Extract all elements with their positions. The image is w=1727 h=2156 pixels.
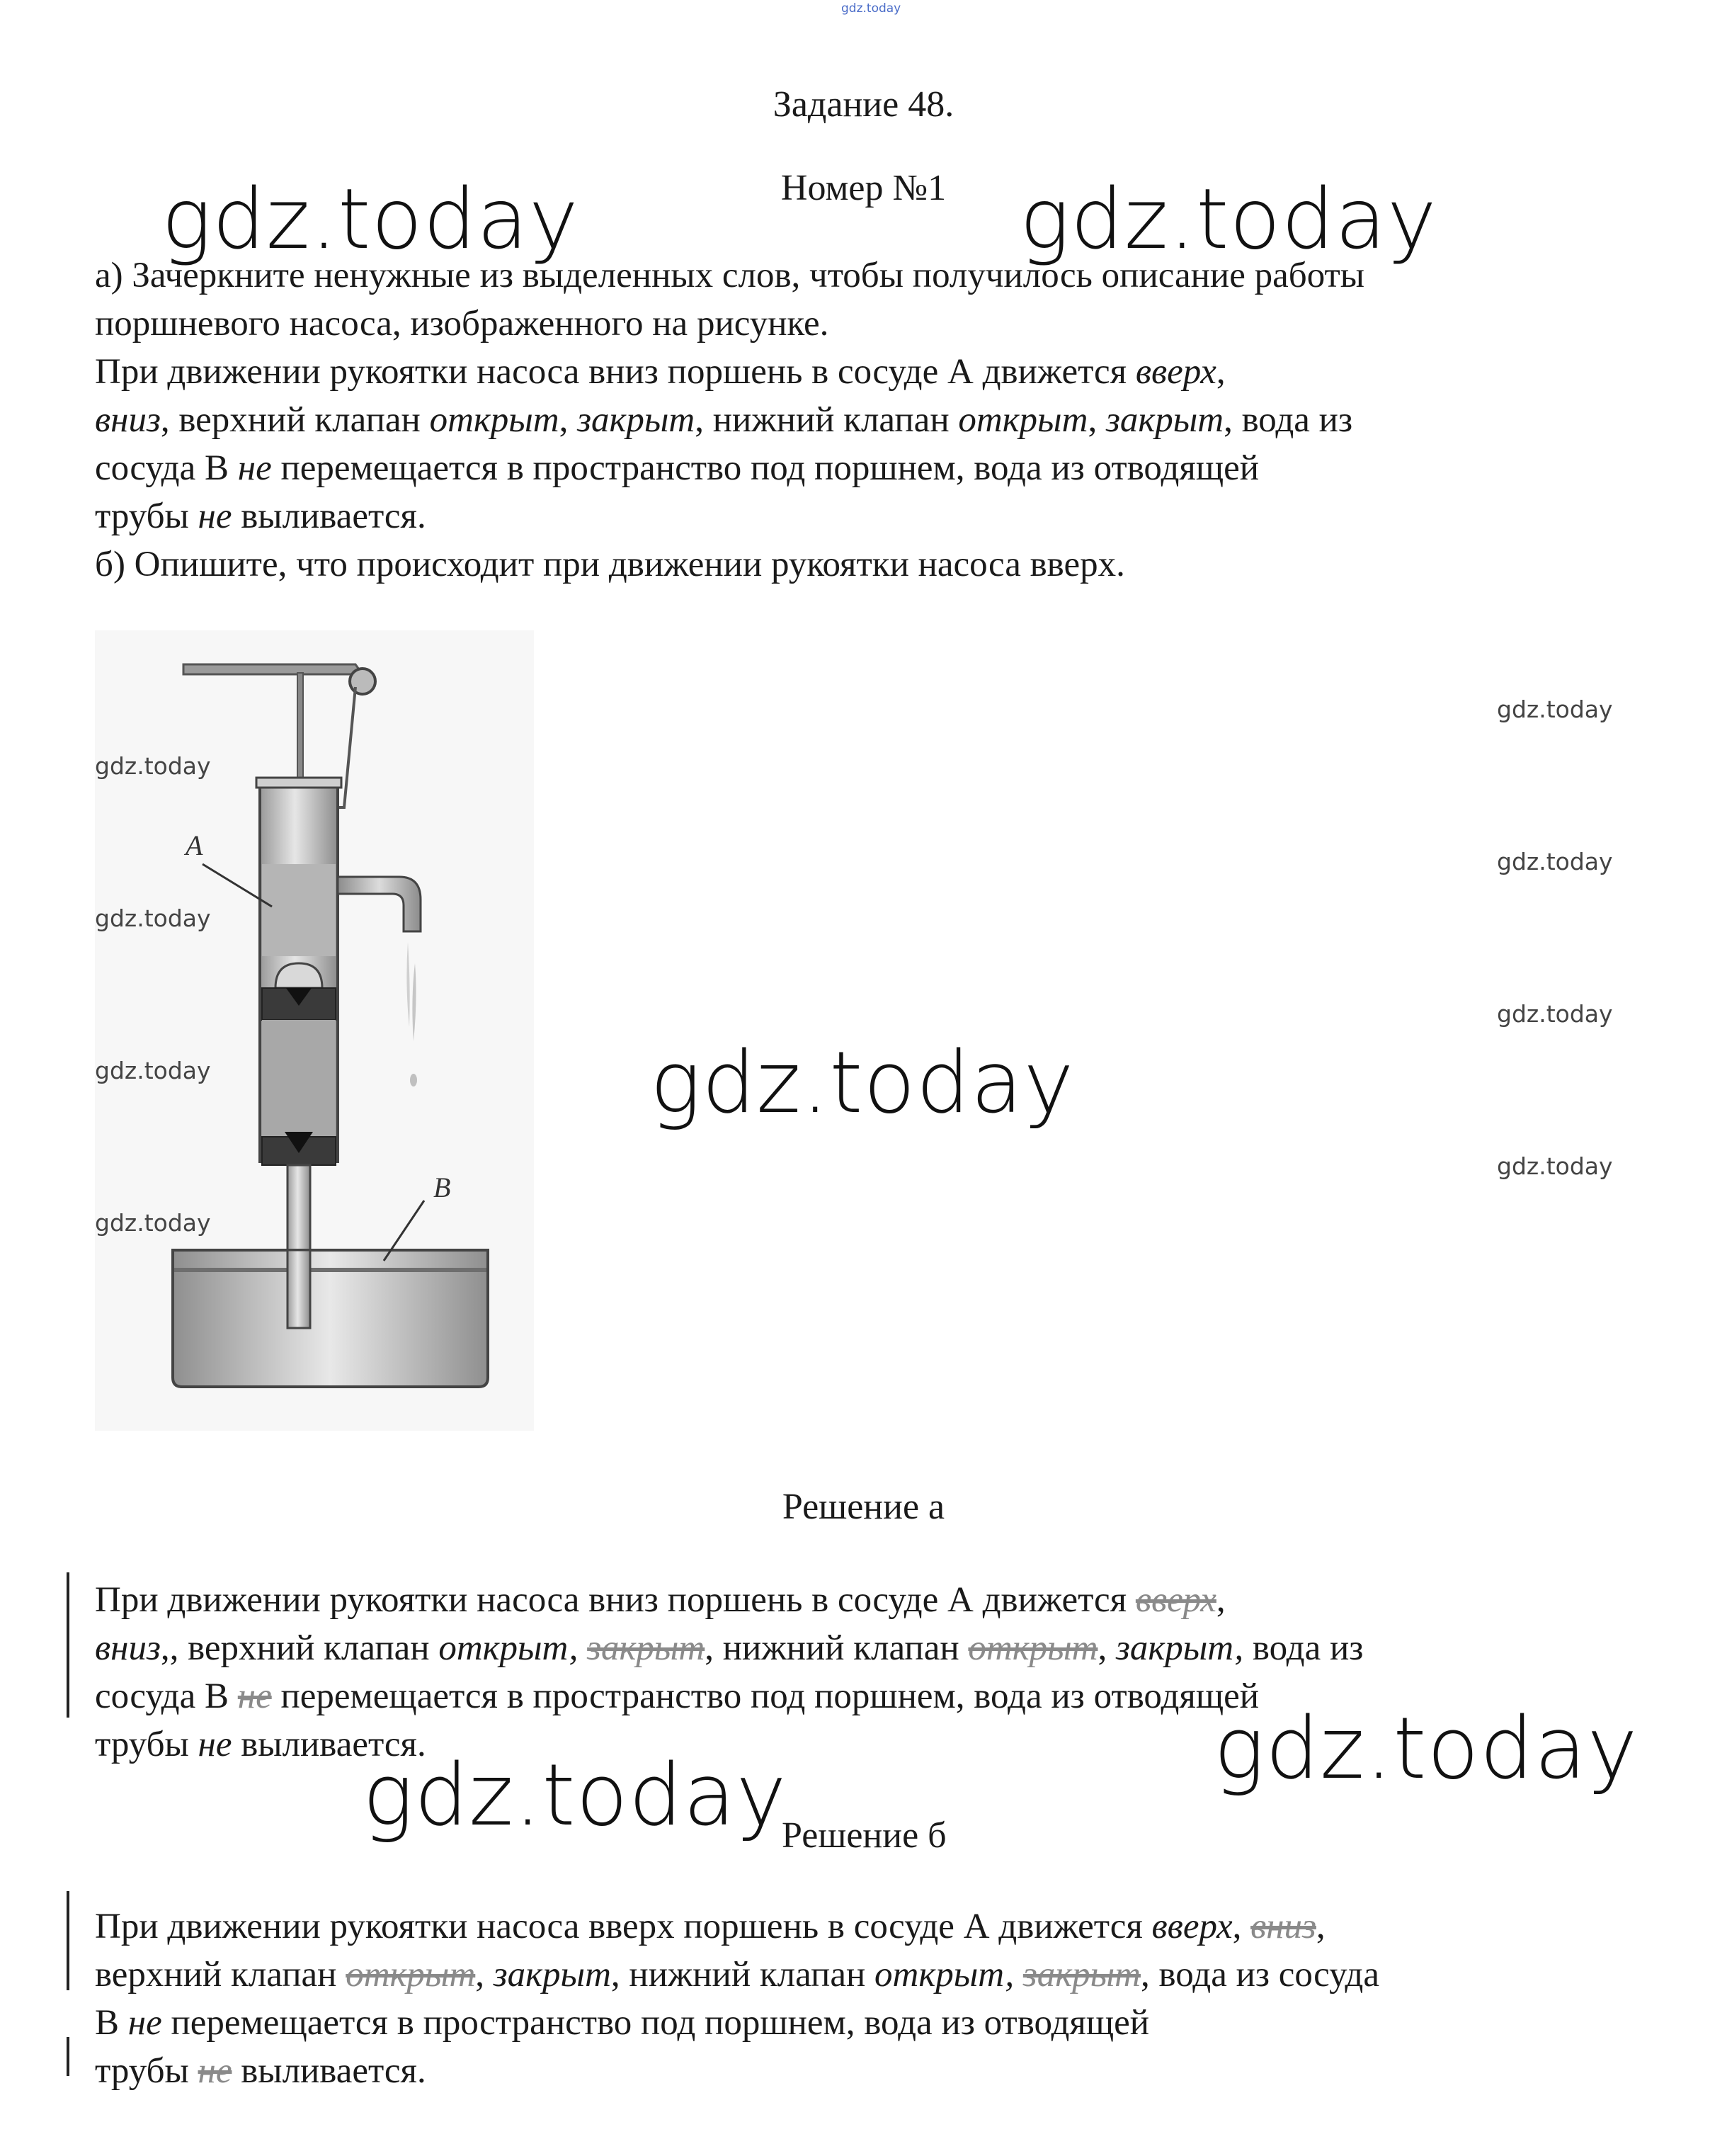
pump-figure [95,630,534,1431]
solution-a-line1: При движении рукоятки насоса вниз поршень в сосуде А движется вверх, [95,1580,1226,1620]
watermark-small: gdz.today [95,1209,211,1237]
solution-a-text [95,1576,1363,1769]
number-title: Номер №1 [780,168,947,208]
question-a-line2: поршневого насоса, изображенного на рисунке. [95,304,829,344]
watermark-big: gdz.today [1020,170,1437,268]
water-drop [410,1074,417,1086]
watermark-small: gdz.today [1497,848,1613,875]
top-mark: gdz.today [841,1,901,16]
cylinder-rim [256,778,341,788]
question-line3: При движении рукоятки насоса вниз поршень в сосуде А движется вверх, [95,352,1226,392]
solution-b-line4: трубы не выливается. [95,2051,426,2091]
solution-b-bar [67,1891,69,1990]
solution-a-title: Решение а [782,1487,945,1527]
task-title: Задание 48. [773,84,954,125]
watermark-small: gdz.today [95,752,211,780]
label-a: A [186,829,203,861]
watermark-big: gdz.today [161,170,579,268]
solution-a-line4: трубы не выливается. [95,1725,426,1764]
watermark-small: gdz.today [95,1057,211,1084]
solution-a-bar [67,1572,69,1718]
watermark-small: gdz.today [1497,1152,1613,1180]
question-line5: сосуда В не перемещается в пространство под поршнем, вода из отводящей [95,448,1260,488]
solution-b-line3: В не перемещается в пространство под поршнем, вода из отводящей [95,2003,1150,2043]
handle-pivot [350,669,375,694]
suction-pipe-in-water [287,1250,310,1328]
solution-b-line1: При движении рукоятки насоса вверх поршень в сосуде А движется вверх, вниз, [95,1907,1326,1946]
watermark-small: gdz.today [1497,696,1613,723]
water-above-piston [262,864,336,956]
watermark-small: gdz.today [1497,1000,1613,1028]
water-surface [174,1268,486,1272]
solution-b-line2: верхний клапан открыт, закрыт, нижний клапан открыт, закрыт, вода из сосуда [95,1955,1380,1995]
watermark-small: gdz.today [95,904,211,932]
watermark-big: gdz.today [1214,1700,1638,1798]
solution-a-line2: вниз,, верхний клапан открыт, закрыт, нижний клапан открыт, закрыт, вода из [95,1628,1364,1668]
watermark-big: gdz.today [363,1747,787,1845]
solution-b-text [95,1902,1379,2095]
question-line6: трубы не выливается. [95,497,426,536]
question-text [95,251,1364,589]
upper-valve-cap [275,963,322,988]
question-line4: вниз, верхний клапан открыт, закрыт, нижний клапан открыт, закрыт, вода из [95,400,1353,440]
watermark-big: gdz.today [650,1034,1075,1133]
solution-a-line3: сосуда В не перемещается в пространство под поршнем, вода из отводящей [95,1676,1260,1716]
label-b: B [433,1171,451,1203]
solution-b-title: Решение б [782,1815,947,1856]
solution-b-bar [67,2037,69,2076]
question-a-line1: а) Зачеркните ненужные из выделенных слов, чтобы получилось описание работы [95,256,1365,295]
water-below-piston [262,1020,336,1137]
pump-handle [183,664,363,674]
question-b-line: б) Опишите, что происходит при движении рукоятки насоса вверх. [95,545,1125,584]
